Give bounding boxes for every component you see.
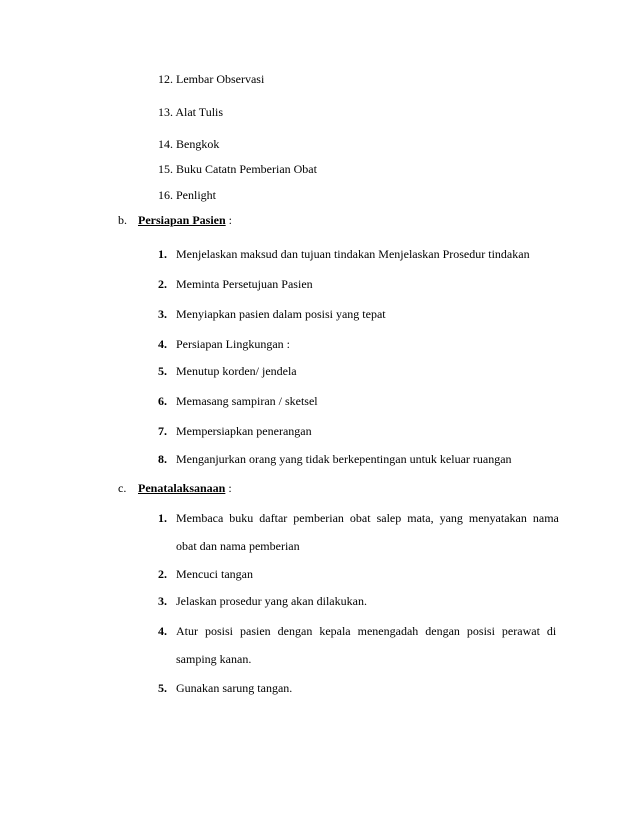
item-text: Memasang sampiran / sketsel xyxy=(176,394,318,408)
equipment-item: 12. Lembar Observasi xyxy=(158,72,265,86)
item-text: Mempersiapkan penerangan xyxy=(176,424,312,438)
item-text: Membaca buku daftar pemberian obat salep mata, yang menyatakan nama xyxy=(176,511,559,525)
equipment-item: 13. Alat Tulis xyxy=(158,105,224,119)
section-title: Penatalaksanaan xyxy=(138,481,226,495)
section-suffix: : xyxy=(225,213,233,227)
item-text: Meminta Persetujuan Pasien xyxy=(176,277,313,291)
item-number: 2. xyxy=(158,277,167,291)
section-heading-penatalaksanaan xyxy=(118,480,232,496)
item-number: 6. xyxy=(158,394,167,408)
item-number: 7. xyxy=(158,424,167,438)
section-title: Persiapan Pasien xyxy=(138,213,226,227)
item-number: 3. xyxy=(158,594,167,608)
equipment-item: 15. Buku Catatn Pemberian Obat xyxy=(158,162,317,176)
item-number: 5. xyxy=(158,364,167,378)
item-text: Persiapan Lingkungan : xyxy=(176,337,290,351)
item-number: 1. xyxy=(158,247,167,261)
item-number: 4. xyxy=(158,337,167,351)
section-suffix: : xyxy=(225,481,232,495)
item-text: Menutup korden/ jendela xyxy=(176,364,297,378)
item-text: Mencuci tangan xyxy=(176,567,253,581)
item-text: Menyiapkan pasien dalam posisi yang tepat xyxy=(176,307,386,321)
section-heading-persiapan-pasien xyxy=(118,212,232,228)
section-letter: c. xyxy=(118,481,127,495)
item-text-continuation: samping kanan. xyxy=(176,652,252,666)
item-text: Jelaskan prosedur yang akan dilakukan. xyxy=(176,594,367,608)
item-text-continuation: obat dan nama pemberian xyxy=(176,539,300,553)
item-text: Atur posisi pasien dengan kepala menengadah dengan posisi perawat di xyxy=(176,624,557,638)
equipment-item: 14. Bengkok xyxy=(158,137,220,151)
item-number: 4. xyxy=(158,624,167,638)
item-number: 2. xyxy=(158,567,167,581)
item-text: Gunakan sarung tangan. xyxy=(176,681,293,695)
equipment-item: 16. Penlight xyxy=(158,188,217,202)
item-text: Menjelaskan maksud dan tujuan tindakan Menjelaskan Prosedur tindakan xyxy=(176,247,530,261)
item-number: 3. xyxy=(158,307,167,321)
item-text: Menganjurkan orang yang tidak berkepentingan untuk keluar ruangan xyxy=(176,452,512,466)
item-number: 5. xyxy=(158,681,167,695)
item-number: 1. xyxy=(158,511,167,525)
item-number: 8. xyxy=(158,452,167,466)
section-letter: b. xyxy=(118,213,127,227)
